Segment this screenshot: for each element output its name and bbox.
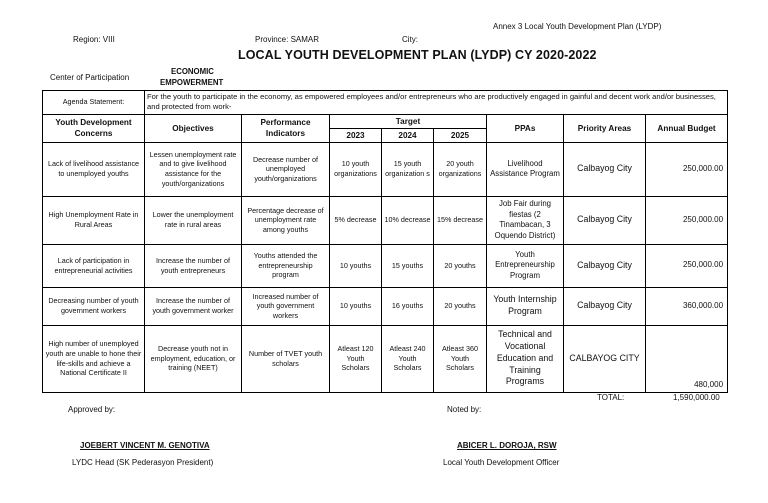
noter-title: Local Youth Development Officer (443, 458, 560, 467)
target-2023-cell: 10 youths (330, 287, 382, 325)
target-2024-cell: 15 youth organization s (382, 142, 434, 196)
header-year-2023: 2023 (330, 128, 382, 142)
header-row-1 (43, 114, 728, 128)
approver-name: JOEBERT VINCENT M. GENOTIVA (80, 441, 210, 450)
priority-area-cell: Calbayog City (564, 287, 646, 325)
target-2025-cell: 20 youths (434, 244, 487, 287)
ppa-cell: Livelihood Assistance Program (487, 142, 564, 196)
objective-cell: Increase the number of youth government worker (145, 287, 242, 325)
concern-cell: Lack of livelihood assistance to unemployed youths (43, 142, 145, 196)
objective-cell: Lessen unemployment rate and to give livelihood assistance for the youth/organizations (145, 142, 242, 196)
region-label: Region: VIII (73, 35, 115, 44)
ppa-cell: Job Fair during fiestas (2 Tinambacan, 3 Oquendo District) (487, 196, 564, 244)
header-concerns: Youth Development Concerns (43, 114, 145, 142)
indicator-cell: Decrease number of unemployed youth/organizations (242, 142, 330, 196)
budget-cell: 480,000 (646, 325, 728, 392)
agenda-text: For the youth to participate in the economy, as empowered employees and/or entrepreneurs who are productively engaged in gainful and decent work and/or businesses, and protected from work- (145, 91, 728, 115)
objective-cell: Decrease youth not in employment, education, or training (NEET) (145, 325, 242, 392)
approver-title: LYDC Head (SK Pederasyon President) (72, 458, 214, 467)
objective-cell: Increase the number of youth entrepreneurs (145, 244, 242, 287)
center-value-line2: EMPOWERMENT (160, 78, 224, 87)
noter-name: ABICER L. DOROJA, RSW (457, 441, 557, 450)
center-of-participation-label: Center of Participation (50, 73, 130, 82)
target-2025-cell: 20 youth organizations (434, 142, 487, 196)
city-label: City: (402, 35, 418, 44)
objective-cell: Lower the unemployment rate in rural areas (145, 196, 242, 244)
total-label: TOTAL: (597, 393, 625, 402)
target-2023-cell: 5% decrease (330, 196, 382, 244)
ppa-cell: Youth Internship Program (487, 287, 564, 325)
target-2025-cell: Atleast 360 Youth Scholars (434, 325, 487, 392)
concern-cell: High number of unemployed youth are unable to hone their life-skills and achieve a National Certificate II (43, 325, 145, 392)
page-title: LOCAL YOUTH DEVELOPMENT PLAN (LYDP) CY 2020-2022 (238, 48, 597, 62)
concern-cell: Lack of participation in entrepreneurial activities (43, 244, 145, 287)
table-row (43, 142, 728, 196)
header-priority-areas: Priority Areas (564, 114, 646, 142)
header-year-2025: 2025 (434, 128, 487, 142)
budget-cell: 250,000.00 (646, 196, 728, 244)
budget-cell: 360,000.00 (646, 287, 728, 325)
concern-cell: Decreasing number of youth government workers (43, 287, 145, 325)
target-2024-cell: Atleast 240 Youth Scholars (382, 325, 434, 392)
total-value: 1,590,000.00 (673, 393, 720, 402)
header-target: Target (330, 114, 487, 128)
table-row (43, 325, 728, 392)
province-label: Province: SAMAR (255, 35, 320, 44)
agenda-label: Agenda Statement: (43, 91, 145, 115)
target-2023-cell: Atleast 120 Youth Scholars (330, 325, 382, 392)
center-value-line1: ECONOMIC (171, 67, 214, 76)
concern-cell: High Unemployment Rate in Rural Areas (43, 196, 145, 244)
header-year-2024: 2024 (382, 128, 434, 142)
target-2025-cell: 15% decrease (434, 196, 487, 244)
target-2023-cell: 10 youths (330, 244, 382, 287)
header-indicators: Performance Indicators (242, 114, 330, 142)
budget-cell: 250,000.00 (646, 244, 728, 287)
table-row (43, 196, 728, 244)
plan-table (42, 90, 728, 393)
priority-area-cell: CALBAYOG CITY (564, 325, 646, 392)
target-2023-cell: 10 youth organizations (330, 142, 382, 196)
agenda-row (43, 91, 728, 115)
approved-by-label: Approved by: (68, 405, 116, 414)
target-2024-cell: 10% decrease (382, 196, 434, 244)
indicator-cell: Percentage decrease of unemployment rate among youths (242, 196, 330, 244)
annex-label: Annex 3 Local Youth Development Plan (LYDP) (493, 22, 662, 31)
priority-area-cell: Calbayog City (564, 244, 646, 287)
indicator-cell: Increased number of youth government workers (242, 287, 330, 325)
budget-cell: 250,000.00 (646, 142, 728, 196)
indicator-cell: Number of TVET youth scholars (242, 325, 330, 392)
target-2025-cell: 20 youths (434, 287, 487, 325)
target-2024-cell: 15 youths (382, 244, 434, 287)
header-ppas: PPAs (487, 114, 564, 142)
table-row (43, 287, 728, 325)
header-annual-budget: Annual Budget (646, 114, 728, 142)
priority-area-cell: Calbayog City (564, 196, 646, 244)
noted-by-label: Noted by: (447, 405, 482, 414)
ppa-cell: Technical and Vocational Education and Training Programs (487, 325, 564, 392)
priority-area-cell: Calbayog City (564, 142, 646, 196)
table-row (43, 244, 728, 287)
target-2024-cell: 16 youths (382, 287, 434, 325)
indicator-cell: Youths attended the entrepreneurship program (242, 244, 330, 287)
ppa-cell: Youth Entrepreneurship Program (487, 244, 564, 287)
header-objectives: Objectives (145, 114, 242, 142)
